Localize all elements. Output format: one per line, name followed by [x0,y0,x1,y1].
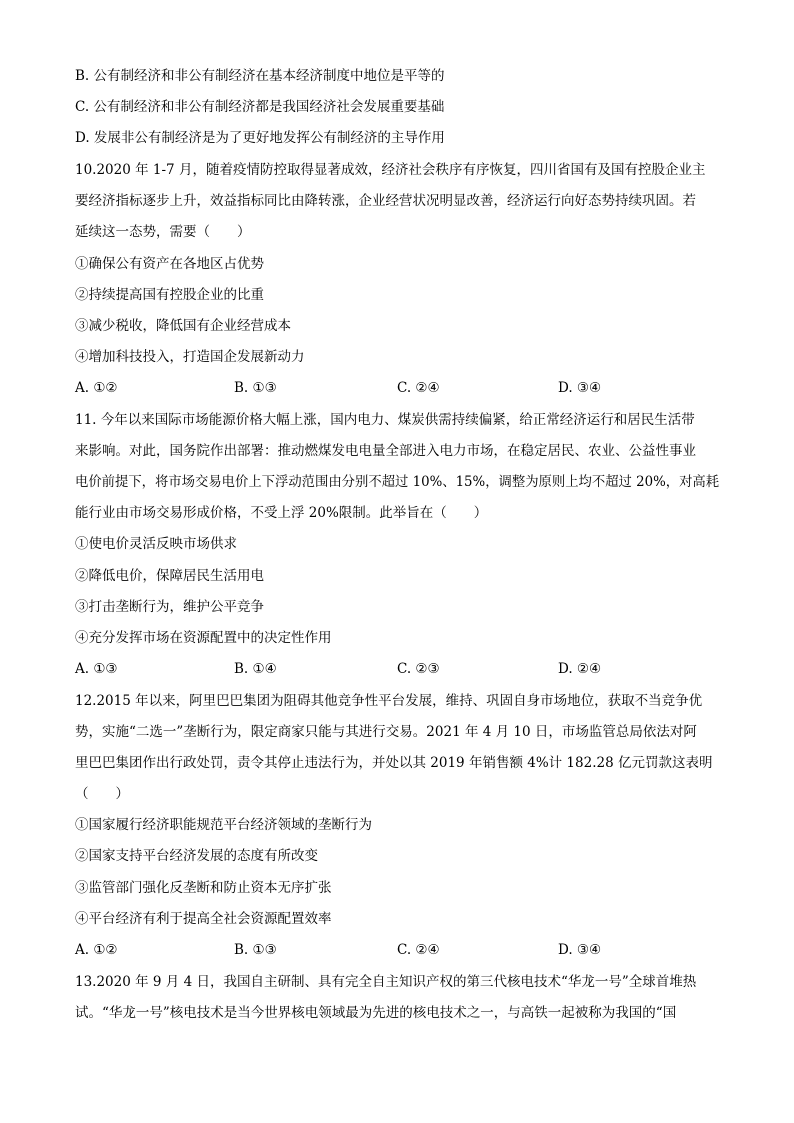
q10-choice-b[interactable]: B. ①③ [234,380,277,396]
q10-choice-c[interactable]: C. ②④ [397,380,440,396]
q13-stem-line-1: 13.2020 年 9 月 4 日，我国自主研制、具有完全自主知识产权的第三代核电技术“华龙一号”全球首堆热 [75,974,697,990]
q10-item-2: ②持续提高国有控股企业的比重 [75,287,264,303]
q11-choice-b[interactable]: B. ①④ [234,661,277,677]
q9-option-c: C. 公有制经济和非公有制经济都是我国经济社会发展重要基础 [75,99,445,115]
q11-choice-c[interactable]: C. ②③ [397,661,440,677]
q10-stem-line-1: 10.2020 年 1-7 月，随着疫情防控取得显著成效，经济社会秩序有序恢复，四川省国有及国有控股企业主 [75,162,706,178]
q11-stem-line-1: 11. 今年以来国际市场能源价格大幅上涨，国内电力、煤炭供需持续偏紧，给正常经济运行和居民生活带 [75,412,695,428]
q12-stem-line-4: （ ） [75,786,129,802]
q12-stem-line-2: 势，实施“二选一”垄断行为，限定商家只能与其进行交易。2021 年 4 月 10 日，市场监管总局依法对阿 [75,724,697,740]
q10-item-1: ①确保公有资产在各地区占优势 [75,256,264,272]
q11-item-1: ①使电价灵活反映市场供求 [75,536,237,552]
q12-choice-b[interactable]: B. ①③ [234,942,277,958]
q9-option-b: B. 公有制经济和非公有制经济在基本经济制度中地位是平等的 [75,68,445,84]
q12-choice-a[interactable]: A. ①② [75,942,118,958]
q10-stem-line-2: 要经济指标逐步上升，效益指标同比由降转涨，企业经营状况明显改善，经济运行向好态势持续巩固。若 [75,193,696,209]
q11-stem-line-2: 来影响。对此，国务院作出部署：推动燃煤发电电量全部进入电力市场，在稳定居民、农业、公益性事业 [75,443,696,459]
q9-option-d: D. 发展非公有制经济是为了更好地发挥公有制经济的主导作用 [75,130,445,146]
q12-item-2: ②国家支持平台经济发展的态度有所改变 [75,848,318,864]
q12-item-4: ④平台经济有利于提高全社会资源配置效率 [75,911,332,927]
q11-stem-line-3: 电价前提下，将市场交易电价上下浮动范围由分别不超过 10%、15%，调整为原则上均不超过 20%，对高耗 [75,474,720,490]
q10-item-3: ③减少税收，降低国有企业经营成本 [75,318,291,334]
q10-stem-line-3: 延续这一态势，需要（ ） [75,224,251,240]
q12-stem-line-3: 里巴巴集团作出行政处罚，责令其停止违法行为，并处以其 2019 年销售额 4%计 182.28 亿元罚款这表明 [75,755,713,771]
q10-item-4: ④增加科技投入，打造国企发展新动力 [75,349,305,365]
q13-stem-line-2: 试。“华龙一号”核电技术是当今世界核电领域最为先进的核电技术之一，与高铁一起被称为我国的“国 [75,1005,677,1021]
q11-choice-d[interactable]: D. ②④ [558,661,602,677]
q11-item-3: ③打击垄断行为，维护公平竞争 [75,599,264,615]
q11-choice-a[interactable]: A. ①③ [75,661,118,677]
q12-stem-line-1: 12.2015 年以来，阿里巴巴集团为阻碍其他竞争性平台发展，维持、巩固自身市场地位，获取不当竞争优 [75,693,703,709]
q11-stem-line-4: 能行业由市场交易形成价格，不受上浮 20%限制。此举旨在（ ） [75,505,488,521]
q12-choice-d[interactable]: D. ③④ [558,942,602,958]
q12-choice-c[interactable]: C. ②④ [397,942,440,958]
q10-choice-d[interactable]: D. ③④ [558,380,602,396]
q12-item-3: ③监管部门强化反垄断和防止资本无序扩张 [75,880,332,896]
q11-item-4: ④充分发挥市场在资源配置中的决定性作用 [75,630,332,646]
q11-item-2: ②降低电价，保障居民生活用电 [75,568,264,584]
q12-item-1: ①国家履行经济职能规范平台经济领域的垄断行为 [75,817,372,833]
q10-choice-a[interactable]: A. ①② [75,380,118,396]
